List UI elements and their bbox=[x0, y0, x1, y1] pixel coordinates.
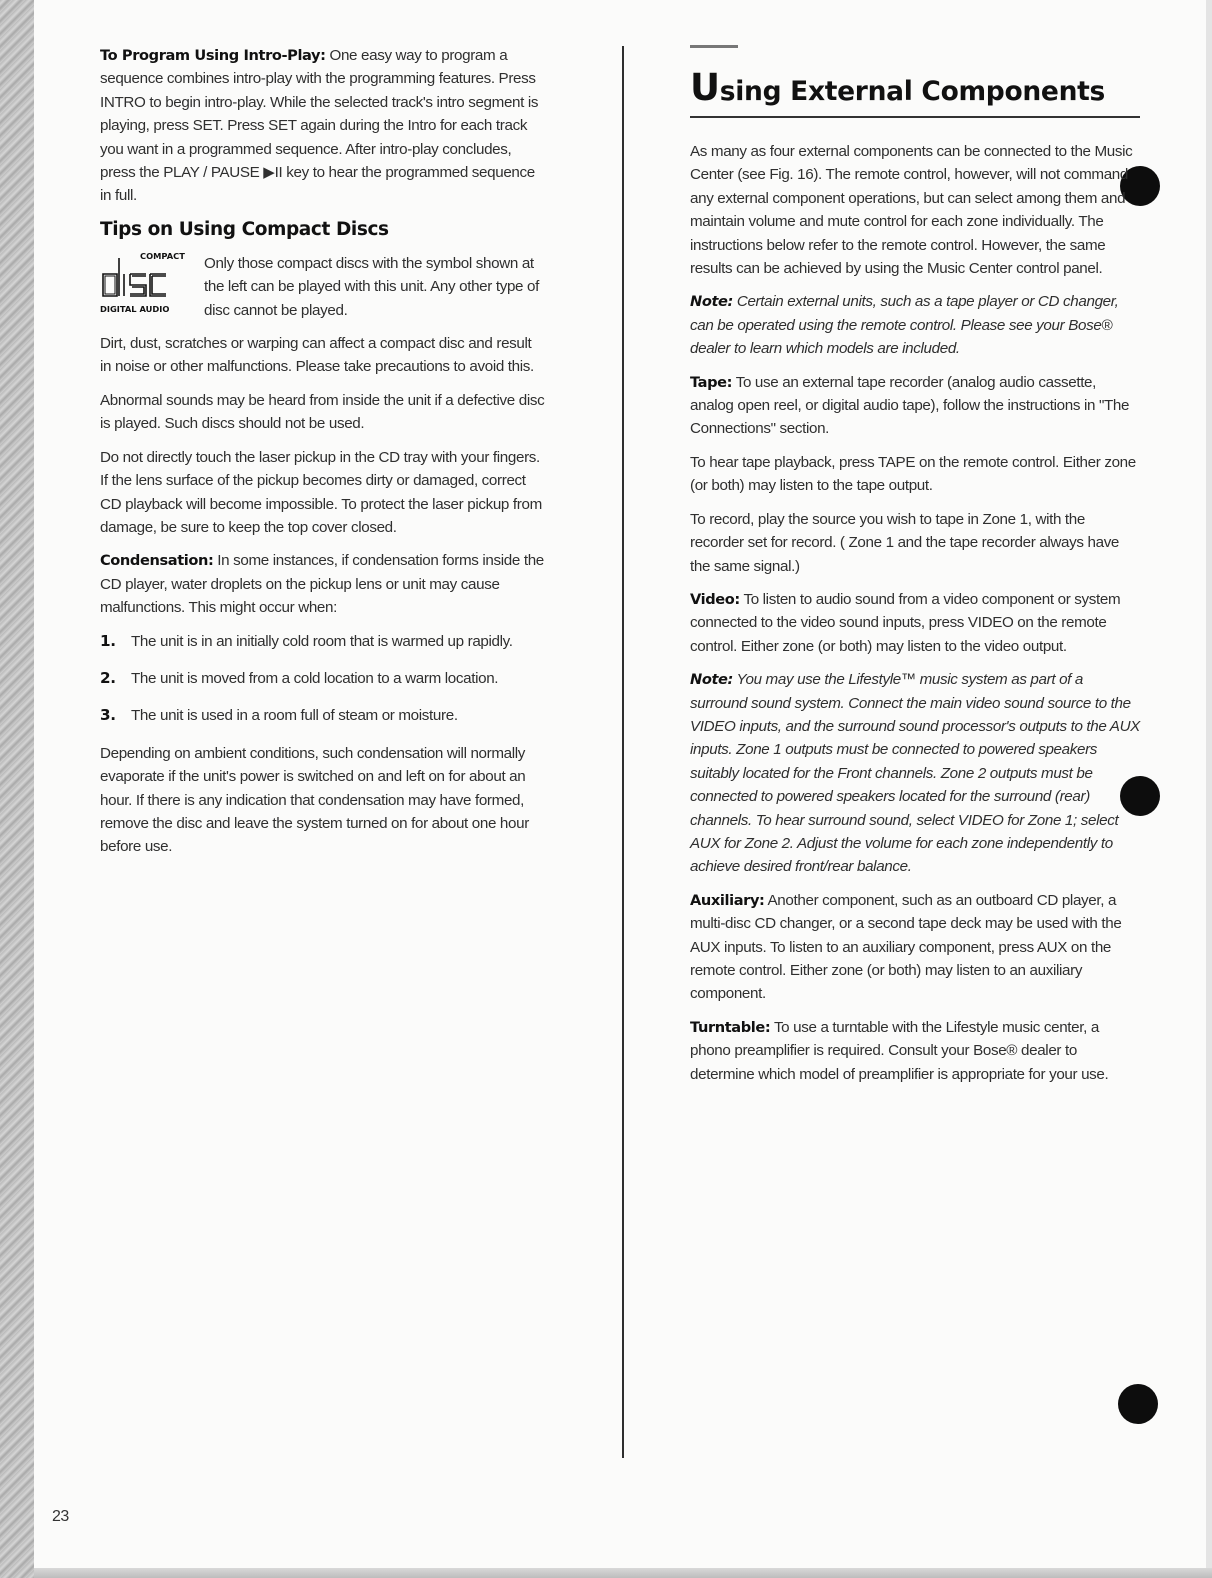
list-item-text: The unit is moved from a cold location to a warm location. bbox=[131, 669, 499, 687]
section-title-initial: U bbox=[690, 66, 720, 109]
section-title bbox=[690, 44, 1140, 118]
video-body: To listen to audio sound from a video component or system connected to the video sound inputs, press VIDEO on the remote control. Either zone (or both) may listen to the video output. bbox=[690, 590, 1121, 655]
logo-description-text: Only those compact discs with the symbol shown at the left can be played with this unit. Any other type of disc cannot be played. bbox=[204, 254, 539, 319]
tape-lead: Tape: bbox=[690, 373, 733, 391]
scan-bottom-edge bbox=[34, 1568, 1212, 1578]
list-item-number: 3. bbox=[100, 706, 116, 725]
logo-description bbox=[204, 252, 545, 322]
list-item-text: The unit is in an initially cold room that is warmed up rapidly. bbox=[131, 632, 513, 650]
condensation-paragraph bbox=[100, 549, 545, 619]
auxiliary-paragraph bbox=[690, 889, 1140, 1006]
list-item bbox=[100, 667, 545, 690]
list-item-text: The unit is used in a room full of steam or moisture. bbox=[131, 707, 458, 725]
list-item-number: 2. bbox=[100, 668, 116, 687]
intro-play-body: One easy way to program a sequence combines intro-play with the programming features. Press INTRO to begin intro-play. While the selected track's intro segment is playing, press SET. Press SET again during the Intro for each track you want in a programmed sequence. After intro-play concludes, press the PLAY / PAUSE ▶II key to hear the programmed sequence in full. bbox=[100, 47, 539, 205]
dirt-paragraph: Dirt, dust, scratches or warping can affect a compact disc and result in noise or other malfunctions. Please take precautions to avoid this. bbox=[100, 335, 534, 376]
condensation-causes-list bbox=[100, 630, 545, 728]
tape-body: To use an external tape recorder (analog audio cassette, analog open reel, or digital audio tape), follow the instructions in "The Connections" section. bbox=[690, 373, 1130, 438]
page-number: 23 bbox=[52, 1508, 69, 1525]
list-item-number: 1. bbox=[100, 631, 116, 650]
compact-disc-logo-row bbox=[100, 252, 545, 322]
logo-digital-audio-text: DIGITAL AUDIO bbox=[100, 303, 170, 314]
tape-paragraph bbox=[690, 371, 1140, 441]
note-remote-lead: Note: bbox=[690, 293, 733, 311]
external-intro-paragraph: As many as four external components can be connected to the Music Center (see Fig. 16). The remote control, however, will not command any external component operations, but can select among them and maintain volume and mute control for each zone individually. The instructions below refer to the remote control. However, the same results can be achieved by using the Music Center control panel. bbox=[690, 143, 1133, 278]
video-lead: Video: bbox=[690, 590, 740, 608]
laser-pickup-paragraph: Do not directly touch the laser pickup in the CD tray with your fingers. If the lens surface of the pickup becomes dirty or damaged, correct CD playback will become impossible. To protect the laser pickup from damage, be sure to keep the top cover closed. bbox=[100, 448, 542, 536]
note-surround-body: You may use the Lifestyle™ music system as part of a surround sound system. Connect the main video sound source to the VIDEO inputs, and the surround sound processor's outputs to the AUX inputs. Zone 1 outputs must be connected to powered speakers suitably located for the Front channels. Zone 2 outputs must be connected to powered speakers located for the surround (rear) channels. To hear surround sound, select VIDEO for Zone 1; select AUX for Zone 2. Adjust the volume for each zone independently to achieve desired front/rear balance. bbox=[690, 671, 1140, 876]
column-divider-rule bbox=[622, 46, 624, 1458]
right-column bbox=[690, 44, 1140, 1096]
condensation-lead: Condensation: bbox=[100, 552, 214, 570]
punch-hole-bottom bbox=[1118, 1384, 1158, 1424]
turntable-body: To use a turntable with the Lifestyle music center, a phono preamplifier is required. Consult your Bose® dealer to determine which model of preamplifier is appropriate for your use. bbox=[690, 1018, 1109, 1083]
condensation-body: In some instances, if condensation forms inside the CD player, water droplets on the pickup lens or unit may cause malfunctions. This might occur when: bbox=[100, 552, 544, 617]
scan-binding-edge bbox=[0, 0, 34, 1578]
note-remote-body: Certain external units, such as a tape player or CD changer, can be operated using the remote control. Please see your Bose® dealer to learn which models are included. bbox=[690, 293, 1119, 358]
auxiliary-lead: Auxiliary: bbox=[690, 891, 765, 909]
compact-disc-logo bbox=[100, 252, 194, 318]
tape-playback-paragraph: To hear tape playback, press TAPE on the remote control. Either zone (or both) may listen to the tape output. bbox=[690, 453, 1136, 495]
note-remote-paragraph bbox=[690, 290, 1140, 360]
logo-compact-text: COMPACT bbox=[140, 250, 185, 261]
turntable-lead: Turntable: bbox=[690, 1018, 771, 1036]
depending-paragraph: Depending on ambient conditions, such condensation will normally evaporate if the unit's power is switched on and left on for about an hour. If there is any indication that condensation may have formed, remove the disc and leave the system turned on for about one hour before use. bbox=[100, 744, 529, 856]
scan-right-edge bbox=[1206, 0, 1212, 1578]
list-item bbox=[100, 704, 545, 727]
section-title-rest: sing External Components bbox=[719, 76, 1106, 107]
intro-play-lead: To Program Using Intro-Play: bbox=[100, 47, 326, 64]
note-surround-lead: Note: bbox=[690, 671, 733, 689]
note-surround-paragraph bbox=[690, 668, 1140, 879]
auxiliary-body: Another component, such as an outboard CD player, a multi-disc CD changer, or a second tape deck may be used with the AUX inputs. To listen to an auxiliary component, press AUX on the remote control. Either zone (or both) may listen to an auxiliary component. bbox=[690, 891, 1122, 1003]
turntable-paragraph bbox=[690, 1016, 1140, 1086]
left-column bbox=[100, 44, 545, 869]
video-paragraph bbox=[690, 588, 1140, 658]
intro-play-paragraph bbox=[100, 44, 545, 208]
abnormal-sounds-paragraph: Abnormal sounds may be heard from inside the unit if a defective disc is played. Such discs should not be used. bbox=[100, 391, 545, 433]
list-item bbox=[100, 630, 545, 653]
tape-record-paragraph: To record, play the source you wish to tape in Zone 1, with the recorder set for record. ( Zone 1 and the tape recorder always have the same signal.) bbox=[690, 510, 1120, 575]
tips-heading: Tips on Using Compact Discs bbox=[100, 218, 389, 240]
